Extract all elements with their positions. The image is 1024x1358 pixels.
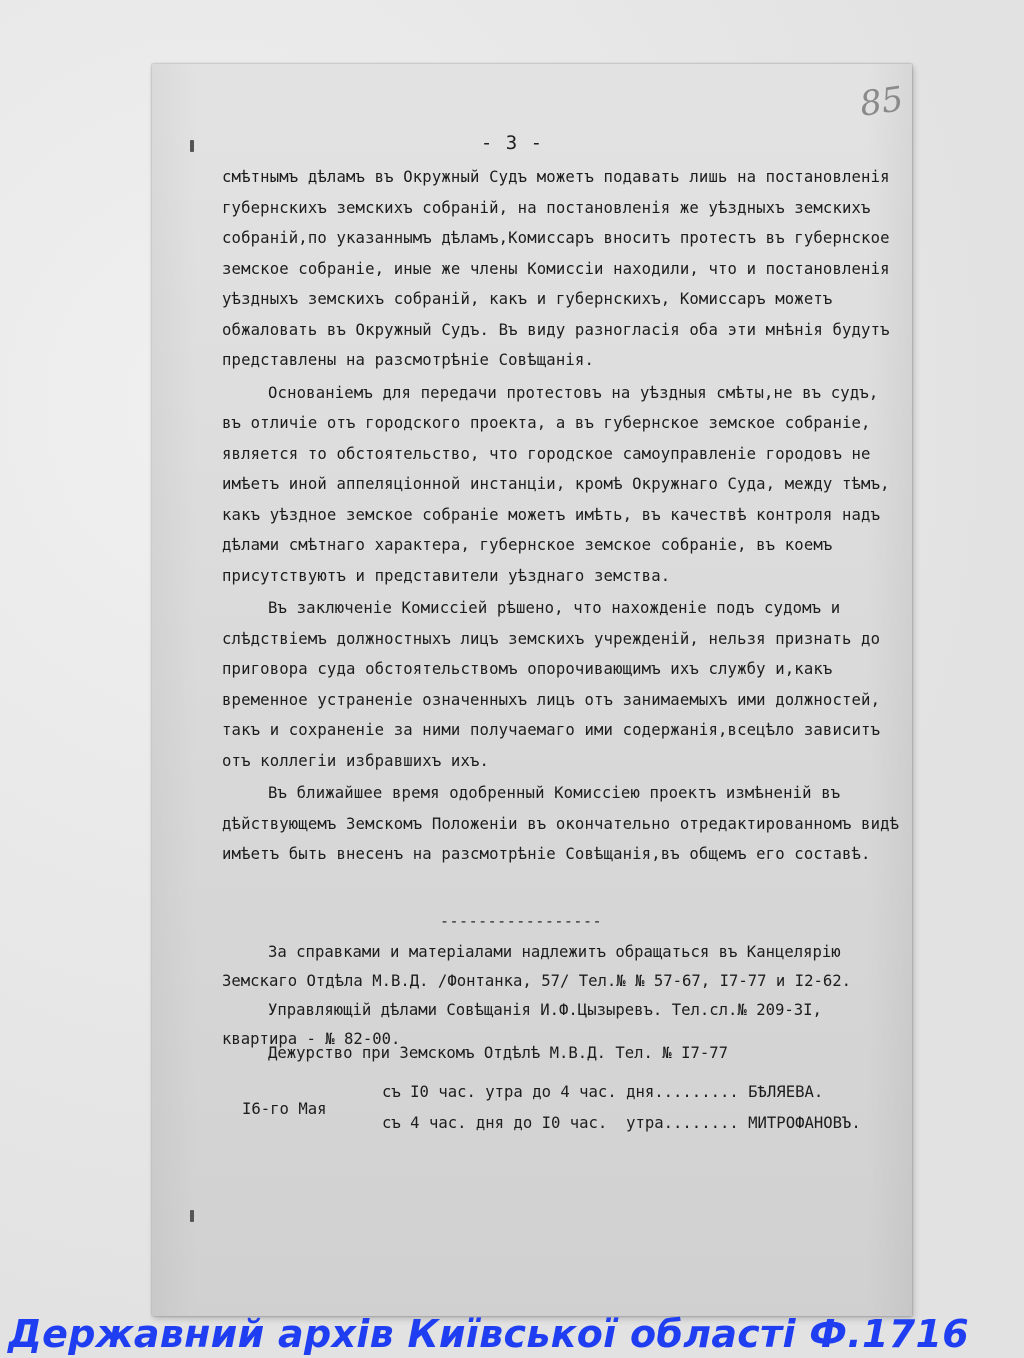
contacts-line: Управляющій дѣлами Совѣщанія И.Ф.Цызыревъ. Тел.сл.№ 209-3I, — [268, 1001, 822, 1019]
paragraph: Основаніемъ для передачи протестовъ на уѣздныя смѣты,не въ судъ, въ отличіе отъ городского проекта, а въ губернское земское собраніе, является то обстоятельство, что городское самоуправленіе городовъ не имѣетъ иной аппеляціонной инстанціи, кромѣ Окружнаго Суда, между тѣмъ, какъ уѣздное земское собраніе можетъ имѣть, въ качествѣ контроля надъ дѣлами смѣтнаго характера, губернское земское собраніе, въ коемъ присутствуютъ и представители уѣзднаго земства. — [222, 383, 890, 585]
duty-title: Дежурство при Земскомъ Отдѣлѣ М.В.Д. Тел. № I7-77 — [268, 1044, 729, 1062]
page-number: - 3 - — [480, 132, 544, 154]
duty-shift: съ 4 час. дня до I0 час. утра........ МИТРОФАНОВЪ. — [382, 1114, 861, 1132]
paragraph: Въ заключеніе Комиссіей рѣшено, что нахожденіе подъ судомъ и слѣдствіемъ должностныхъ лицъ земскихъ учрежденій, нельзя признать до приговора суда обстоятельствомъ опорочивающимъ ихъ службу и,какъ временное устраненіе означенныхъ лицъ отъ занимаемыхъ ими должностей, такъ и сохраненіе за ними получаемаго ими содержанія,всецѣло зависитъ отъ коллегіи избравшихъ ихъ. — [222, 599, 881, 770]
document-body — [222, 162, 902, 870]
archive-watermark: Державний архів Київської області Ф.1716 — [8, 1312, 969, 1356]
duty-shift: съ I0 час. утра до 4 час. дня......... БѢЛЯЕВА. — [382, 1083, 824, 1101]
binding-mark — [190, 1210, 194, 1222]
contacts-line: За справками и матеріалами надлежитъ обращаться въ Канцелярію — [268, 943, 841, 961]
contacts-line: квартира - № 82-00. — [222, 1030, 401, 1048]
duty-date: I6-го Мая — [242, 1100, 327, 1118]
contacts-line: Земскаго Отдѣла М.В.Д. /Фонтанка, 57/ Тел.№ № 57-67, I7-77 и I2-62. — [222, 972, 852, 990]
paragraph: Въ ближайшее время одобренный Комиссіею проектъ измѣненій въ дѣйствующемъ Земскомъ Положеніи въ окончательно отредактированномъ видѣ имѣетъ быть внесенъ на разсмотрѣніе Совѣщанія,въ общемъ его составѣ. — [222, 784, 900, 863]
folio-number: 85 — [857, 79, 906, 125]
contacts-block — [222, 938, 912, 1054]
section-separator: ----------------- — [440, 912, 603, 930]
paragraph: смѣтнымъ дѣламъ въ Окружный Судъ можетъ подавать лишь на постановленія губернскихъ земскихъ собраній, на постановленія же уѣздныхъ земскихъ собраній,по указаннымъ дѣламъ,Комиссаръ вноситъ протестъ въ губернское земское собраніе, иные же члены Комиссіи находили, что и постановленія уѣздныхъ земскихъ собраній, какъ и губернскихъ, Комиссаръ можетъ обжаловать въ Окружный Судъ. Въ виду разногласія оба эти мнѣнія будутъ представлены на разсмотрѣніе Совѣщанія. — [222, 168, 890, 369]
